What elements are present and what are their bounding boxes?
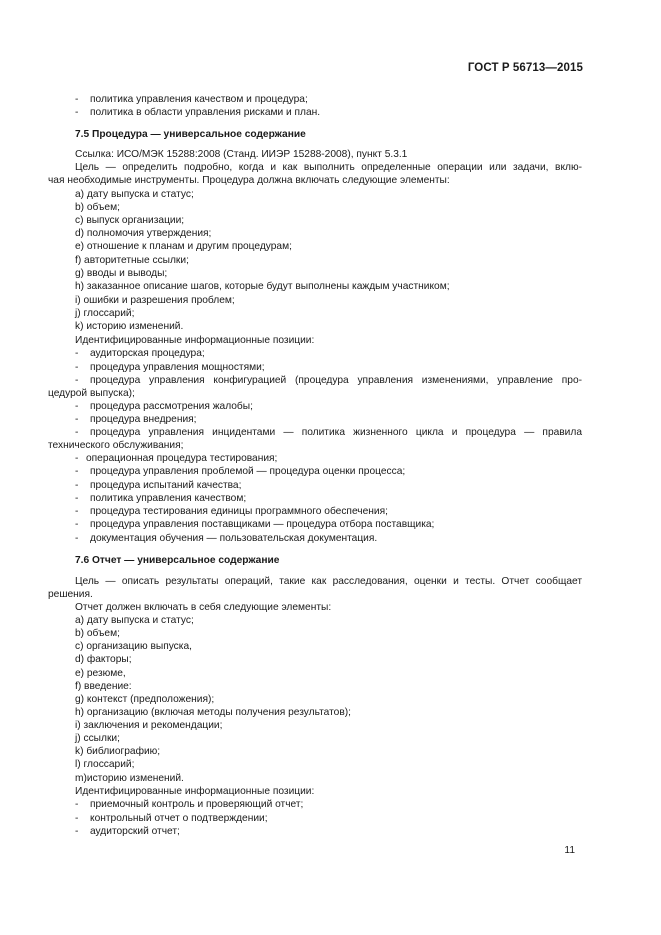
element-item: g) контекст (предположения); [75, 694, 215, 705]
list-dash: - [75, 813, 79, 824]
element-item: h) заказанное описание шагов, которые будут выполнены каждым участником; [75, 281, 450, 292]
list-dash: - [75, 107, 79, 118]
list-item: операционная процедура тестирования; [86, 453, 278, 464]
list-item: политика в области управления рисками и план. [90, 107, 321, 118]
reference-line: Ссылка: ИСО/МЭК 15288:2008 (Станд. ИИЭР 15288-2008), пункт 5.3.1 [75, 149, 408, 160]
list-item: документация обучения — пользовательская документация. [90, 533, 378, 544]
list-dash: - [75, 427, 79, 438]
element-item: b) объем; [75, 628, 120, 639]
list-dash: - [75, 348, 79, 359]
list-dash: - [75, 466, 79, 477]
element-item: m)историю изменений. [75, 773, 184, 784]
list-dash: - [75, 506, 79, 517]
list-dash: - [75, 453, 79, 464]
section-7-5-title: 7.5 Процедура — универсальное содержание [75, 129, 306, 140]
section-7-6-title: 7.6 Отчет — универсальное содержание [75, 555, 280, 566]
element-item: c) выпуск организации; [75, 215, 185, 226]
list-item: политика управления качеством; [90, 493, 247, 504]
list-item: процедура управления инцидентами — политика жизненного цикла и процедура — правила [90, 427, 582, 438]
element-item: d) факторы; [75, 654, 132, 665]
list-dash: - [75, 533, 79, 544]
list-item: процедура управления проблемой — процедура оценки процесса; [90, 466, 406, 477]
element-item: d) полномочия утверждения; [75, 228, 212, 239]
document-id: ГОСТ Р 56713—2015 [467, 62, 583, 74]
element-item: e) резюме, [75, 668, 126, 679]
element-item: b) объем; [75, 202, 120, 213]
list-item: процедура управления мощностями; [90, 362, 265, 373]
list-item: процедура управления поставщиками — процедура отбора поставщика; [90, 519, 435, 530]
element-item: k) историю изменений. [75, 321, 184, 332]
list-dash: - [75, 826, 79, 837]
purpose-line-2: чая необходимые инструменты. Процедура должна включать следующие элементы: [48, 175, 450, 186]
list-dash: - [75, 375, 79, 386]
list-item: аудиторская процедура; [90, 348, 205, 359]
purpose-line-1: Цель — определить подробно, когда и как выполнить определенные операции или задачи, вклю- [75, 162, 582, 173]
element-item: g) вводы и выводы; [75, 268, 168, 279]
list-item: аудиторский отчет; [90, 826, 180, 837]
elements-intro: Отчет должен включать в себя следующие элементы: [75, 602, 332, 613]
element-item: j) ссылки; [75, 733, 120, 744]
purpose-line-1: Цель — описать результаты операций, такие как расследования, оценки и тесты. Отчет сообщает [75, 576, 582, 587]
element-item: h) организацию (включая методы получения результатов); [75, 707, 351, 718]
element-item: e) отношение к планам и другим процедурам; [75, 241, 292, 252]
list-dash: - [75, 480, 79, 491]
element-item: f) введение: [75, 681, 132, 692]
list-item: процедура управления конфигурацией (процедура управления изменениями, управление про- [90, 375, 582, 386]
list-item: политика управления качеством и процедура; [90, 94, 308, 105]
element-item: a) дату выпуска и статус; [75, 615, 194, 626]
element-item: i) заключения и рекомендации; [75, 720, 223, 731]
list-item: приемочный контроль и проверяющий отчет; [90, 799, 304, 810]
list-dash: - [75, 414, 79, 425]
list-item-continuation: технического обслуживания; [48, 440, 184, 451]
page-number: 11 [564, 845, 575, 856]
list-item: процедура внедрения; [90, 414, 197, 425]
element-item: l) глоссарий; [75, 759, 135, 770]
element-item: a) дату выпуска и статус; [75, 189, 194, 200]
list-dash: - [75, 493, 79, 504]
list-dash: - [75, 362, 79, 373]
list-item: процедура испытаний качества; [90, 480, 242, 491]
id-positions-label: Идентифицированные информационные позиции: [75, 335, 315, 346]
element-item: i) ошибки и разрешения проблем; [75, 295, 235, 306]
list-dash: - [75, 94, 79, 105]
element-item: k) библиографию; [75, 746, 161, 757]
list-dash: - [75, 799, 79, 810]
purpose-line-2: решения. [48, 589, 93, 600]
list-dash: - [75, 401, 79, 412]
list-item: процедура тестирования единицы программного обеспечения; [90, 506, 388, 517]
element-item: f) авторитетные ссылки; [75, 255, 189, 266]
list-item: процедура рассмотрения жалобы; [90, 401, 253, 412]
list-dash: - [75, 519, 79, 530]
element-item: j) глоссарий; [75, 308, 135, 319]
list-item-continuation: цедурой выпуска); [48, 388, 135, 399]
list-item: контрольный отчет о подтверждении; [90, 813, 268, 824]
id-positions-label: Идентифицированные информационные позиции: [75, 786, 315, 797]
element-item: c) организацию выпуска, [75, 641, 192, 652]
